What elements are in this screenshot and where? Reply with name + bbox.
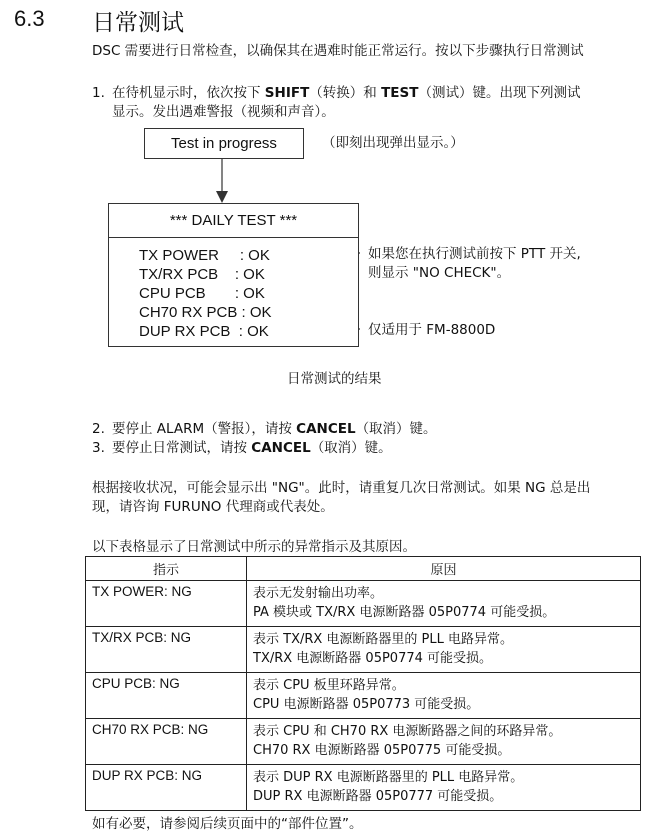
step1-line1: 在待机显示时，依次按下 SHIFT（转换）和 TEST（测试）键。出现下列测试: [112, 85, 581, 101]
reason-line: CH70 RX 电源断路器 05P0775 可能受损。: [253, 743, 511, 758]
daily-test-line: CH70 RX PCB : OK: [139, 304, 272, 321]
footer-note: 如有必要，请参阅后续页面中的“部件位置”。: [92, 816, 363, 832]
indication-cell: CH70 RX PCB: NG: [86, 719, 247, 765]
reason-cell: [247, 627, 641, 673]
reason-cell: [247, 765, 641, 811]
table-header-reason: 原因: [247, 557, 641, 581]
popup-arrow-head: [216, 191, 228, 203]
section-number: 6.3: [14, 6, 45, 31]
daily-test-line: TX/RX PCB : OK: [139, 266, 265, 283]
table-row: [86, 719, 641, 765]
step1-number: 1.: [92, 85, 105, 101]
ng-paragraph-line2: 现，请咨询 FURUNO 代理商或代表处。: [92, 499, 334, 515]
table-row: [86, 581, 641, 627]
intro-paragraph: DSC 需要进行日常检查，以确保其在遇难时能正常运行。按以下步骤执行日常测试: [92, 43, 584, 59]
table-row: [86, 765, 641, 811]
popup-note: （即刻出现弹出显示。）: [322, 135, 464, 151]
reason-line: CPU 电源断路器 05P0773 可能受损。: [253, 697, 480, 712]
step3-number: 3.: [92, 440, 105, 456]
fm-note: 仅适用于 FM-8800D: [368, 322, 496, 338]
daily-test-display: [108, 203, 359, 347]
daily-test-line: CPU PCB : OK: [139, 285, 265, 302]
section-title: 日常测试: [92, 10, 184, 36]
popup-label: Test in progress: [171, 135, 277, 152]
step1-line2: 显示。发出遇难警报（视频和声音）。: [112, 104, 335, 120]
step3-text: 要停止日常测试，请按 CANCEL（取消）键。: [112, 440, 392, 456]
reason-cell: [247, 719, 641, 765]
reason-cell: [247, 673, 641, 719]
daily-test-line: TX POWER : OK: [139, 247, 270, 264]
table-intro: 以下表格显示了日常测试中所示的异常指示及其原因。: [92, 539, 416, 555]
reason-line: 表示 TX/RX 电源断路器里的 PLL 电路异常。: [253, 632, 514, 647]
reason-line: 表示无发射输出功率。: [253, 586, 384, 601]
reason-cell: [247, 581, 641, 627]
ptt-note-line1: 如果您在执行测试前按下 PTT 开关,: [368, 246, 581, 262]
figure-caption: 日常测试的结果: [287, 371, 382, 387]
reason-line: 表示 DUP RX 电源断路器里的 PLL 电路异常。: [253, 770, 524, 785]
table-row: [86, 673, 641, 719]
reason-line: 表示 CPU 和 CH70 RX 电源断路器之间的环路异常。: [253, 724, 562, 739]
table-header-indication: 指示: [86, 557, 247, 581]
table-header-row: [86, 557, 641, 581]
indication-cell: CPU PCB: NG: [86, 673, 247, 719]
reason-line: 表示 CPU 板里环路异常。: [253, 678, 405, 693]
reason-line: PA 模块或 TX/RX 电源断路器 05P0774 可能受损。: [253, 605, 556, 620]
step2-text: 要停止 ALARM（警报），请按 CANCEL（取消）键。: [112, 421, 437, 437]
step2-number: 2.: [92, 421, 105, 437]
indication-cell: TX/RX PCB: NG: [86, 627, 247, 673]
table-row: [86, 627, 641, 673]
indication-table: [85, 556, 641, 811]
indication-cell: TX POWER: NG: [86, 581, 247, 627]
daily-test-line: DUP RX PCB : OK: [139, 323, 269, 340]
reason-line: DUP RX 电源断路器 05P0777 可能受损。: [253, 789, 503, 804]
reason-line: TX/RX 电源断路器 05P0774 可能受损。: [253, 651, 493, 666]
ptt-note-line2: 则显示 "NO CHECK"。: [368, 265, 511, 281]
indication-cell: DUP RX PCB: NG: [86, 765, 247, 811]
ng-paragraph-line1: 根据接收状况，可能会显示出 "NG"。此时，请重复几次日常测试。如果 NG 总是出: [92, 480, 591, 496]
daily-test-header: *** DAILY TEST ***: [109, 204, 358, 238]
